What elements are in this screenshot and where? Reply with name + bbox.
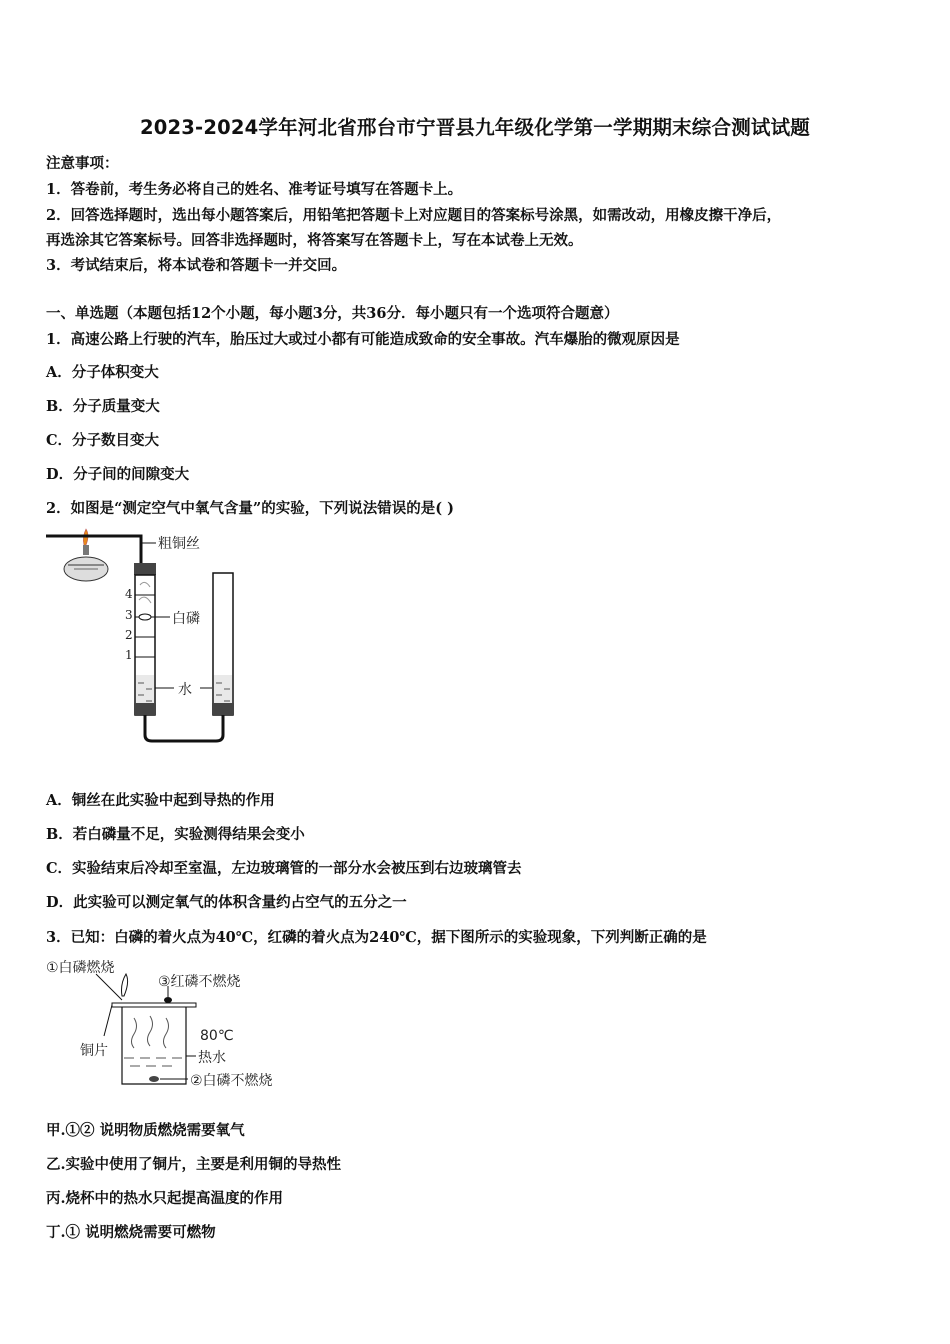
label-white-phosphorus-not-burning: ②白磷不燃烧 bbox=[190, 1073, 273, 1089]
notice-item: 再选涂其它答案标号。回答非选择题时，将答案写在答题卡上，写在本试卷上无效。 bbox=[46, 232, 583, 249]
q1-option-b: B．分子质量变大 bbox=[46, 398, 160, 415]
scale-3: 3 bbox=[125, 608, 133, 622]
q1-option-c: C．分子数目变大 bbox=[46, 432, 160, 449]
combustion-conditions-figure bbox=[46, 956, 316, 1096]
label-temperature: 80℃ bbox=[200, 1028, 234, 1044]
beaker bbox=[122, 1007, 186, 1084]
rubber-tube bbox=[145, 715, 223, 741]
q3-option-yi: 乙.实验中使用了铜片，主要是利用铜的导热性 bbox=[46, 1156, 342, 1173]
oxygen-measurement-apparatus-figure bbox=[46, 525, 246, 750]
notice-item: 2．回答选择题时，选出每小题答案后，用铅笔把答题卡上对应题目的答案标号涂黑，如需改动，用橡皮擦干净后， bbox=[46, 207, 782, 224]
notice-item: 1．答卷前，考生务必将自己的姓名、准考证号填写在答题卡上。 bbox=[46, 181, 463, 198]
label-white-phosphorus-burning: ①白磷燃烧 bbox=[46, 960, 115, 976]
notice-heading: 注意事项： bbox=[46, 155, 119, 172]
q3-option-jia: 甲.①② 说明物质燃烧需要氧气 bbox=[46, 1122, 245, 1139]
scale-1: 1 bbox=[125, 648, 133, 662]
question-stem-1: 1．高速公路上行驶的汽车，胎压过大或过小都有可能造成致命的安全事故。汽车爆胎的微观原因是 bbox=[46, 331, 680, 348]
label-red-phosphorus-not-burning: ③红磷不燃烧 bbox=[158, 974, 241, 990]
q2-option-c: C．实验结束后冷却至室温，左边玻璃管的一部分水会被压到右边玻璃管去 bbox=[46, 860, 522, 877]
q2-option-a: A．铜丝在此实验中起到导热的作用 bbox=[46, 792, 275, 809]
q1-option-a: A．分子体积变大 bbox=[46, 364, 159, 381]
label-white-phosphorus: 白磷 bbox=[172, 611, 200, 627]
question-stem-3: 3．已知：白磷的着火点为40℃，红磷的着火点为240℃，据下图所示的实验现象，下列判断正确的是 bbox=[46, 929, 707, 946]
label-copper-plate: 铜片 bbox=[80, 1043, 108, 1059]
q3-option-bing: 丙.烧杯中的热水只起提高温度的作用 bbox=[46, 1190, 284, 1207]
q3-option-ding: 丁.① 说明燃烧需要可燃物 bbox=[46, 1224, 216, 1241]
q2-option-d: D．此实验可以测定氧气的体积含量约占空气的五分之一 bbox=[46, 894, 407, 911]
notice-item: 3．考试结束后，将本试卷和答题卡一并交回。 bbox=[46, 257, 347, 274]
label-hot-water: 热水 bbox=[198, 1050, 226, 1066]
scale-4: 4 bbox=[125, 587, 133, 601]
section-heading: 一、单选题（本题包括12个小题，每小题3分，共36分．每小题只有一个选项符合题意） bbox=[46, 305, 619, 322]
label-copper-wire: 粗铜丝 bbox=[158, 536, 200, 552]
red-phosphorus bbox=[164, 997, 172, 1003]
copper-plate bbox=[112, 1003, 196, 1007]
flame-icon bbox=[122, 974, 128, 996]
q2-option-b: B．若白磷量不足，实验测得结果会变小 bbox=[46, 826, 305, 843]
question-stem-2: 2．如图是“测定空气中氧气含量”的实验，下列说法错误的是( ) bbox=[46, 500, 455, 517]
scale-2: 2 bbox=[125, 628, 133, 642]
right-glass-tube bbox=[212, 573, 234, 715]
q1-option-d: D．分子间的间隙变大 bbox=[46, 466, 190, 483]
left-glass-tube bbox=[134, 563, 156, 715]
page-title: 2023-2024学年河北省邢台市宁晋县九年级化学第一学期期末综合测试试题 bbox=[139, 116, 811, 139]
label-water: 水 bbox=[178, 682, 192, 698]
